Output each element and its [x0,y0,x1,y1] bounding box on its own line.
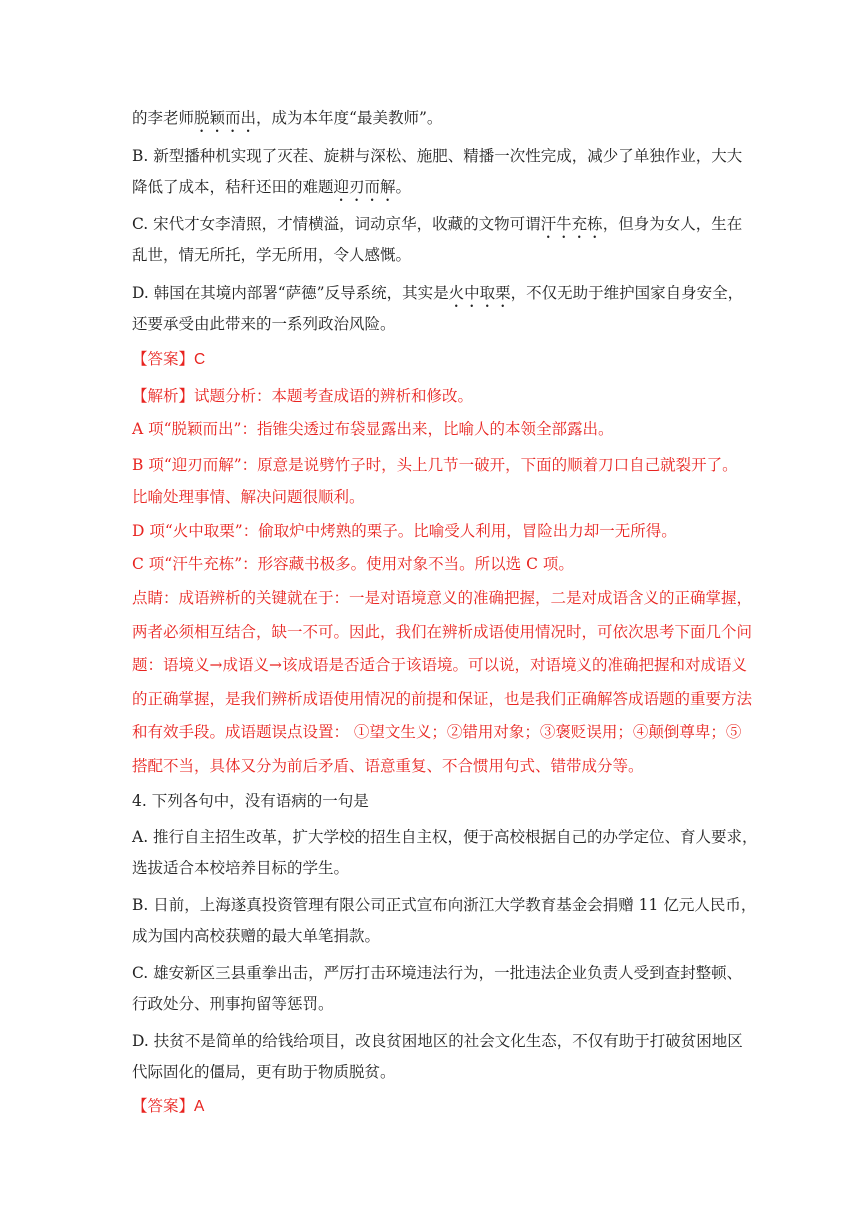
q4-option-c-line1: C. 雄安新区三县重拳出击，严厉打击环境违法行为，一批违法企业负责人受到查封整顿、 [132,964,743,982]
q3-option-c-line1 [132,214,742,242]
q3-analysis-line3: B 项“迎刃而解”：原意是说劈竹子时，头上几节一破开，下面的顺着刀口自己就裂开了。 [132,456,738,474]
q4-option-a-line2: 选拔适合本校培养目标的学生。 [132,859,350,877]
text-segment: 的李老师 [132,109,195,127]
q3-option-c-line2 [132,245,411,265]
q3-analysis-line4: 比喻处理事情、解决问题很顺利。 [132,488,365,506]
q4-option-b-line2: 成为国内高校获赠的最大单笔捐款。 [132,927,381,945]
q4-option-d-line2: 代际固化的僵局，更有助于物质脱贫。 [132,1063,396,1081]
answer-label: 【答案】 [132,1097,195,1115]
emphasized-idiom: 汗牛充栋 [540,215,603,233]
text-segment: 降低了成本，秸秆还田的难题 [132,178,334,196]
q4-option-b-line1: B. 日前，上海遂真投资管理有限公司正式宣布向浙江大学教育基金会捐赠 11 亿元人民币， [132,896,757,914]
q3-tip-line5: 和有效手段。成语题误点设置： ①望文生义；②错用对象；③褒贬误用；④颠倒尊卑；⑤ [132,723,742,741]
q3-analysis-line6: C 项“汗牛充栋”：形容藏书极多。使用对象不当。所以选 C 项。 [132,555,574,573]
answer-value: A [194,1098,205,1115]
q3-option-a-continuation [132,108,442,136]
text-segment: ，不仅无助于维护国家自身安全， [510,284,744,302]
text-segment: 还要承受由此带来的一系列政治风险。 [132,315,396,333]
q4-option-a-line1: A. 推行自主招生改革，扩大学校的招生自主权，便于高校根据自己的办学定位、育人要求， [132,828,758,846]
q3-option-d-line1 [132,283,743,311]
q4-stem: 4. 下列各句中，没有语病的一句是 [132,792,369,810]
q4-option-d-line1: D. 扶贫不是简单的给钱给项目，改良贫困地区的社会文化生态，不仅有助于打破贫困地区 [132,1032,743,1050]
q3-tip-line4: 的正确掌握，是我们辨析成语使用情况的前提和保证，也是我们正确解答成语题的重要方法 [132,690,753,708]
answer-label: 【答案】 [132,350,195,368]
text-segment: 。 [395,178,412,196]
text-segment: ，但身为女人，生在 [602,215,743,233]
q3-option-b-line2 [132,177,411,205]
emphasized-idiom: 脱颖而出 [194,109,257,127]
q3-option-b-line1 [132,146,742,166]
emphasized-idiom: 火中取栗 [448,284,511,302]
answer-value: C [194,351,206,368]
q4-option-c-line2: 行政处分、刑事拘留等惩罚。 [132,995,334,1013]
q3-tip-line3: 题：语境义→成语义→该成语是否适合于该语境。可以说，对语境义的准确把握和对成语义 [132,656,747,674]
q3-tip-line2: 两者必须相互结合，缺一不可。因此，我们在辨析成语使用情况时，可依次思考下面几个问 [132,623,753,641]
text-segment: B. 新型播种机实现了灭茬、旋耕与深松、施肥、精播一次性完成，减少了单独作业，大大 [132,147,743,165]
q3-analysis-line2: A 项“脱颖而出”：指锥尖透过布袋显露出来，比喻人的本领全部露出。 [132,420,614,438]
text-segment: D. 韩国在其境内部署“萨德”反导系统，其实是 [132,284,449,302]
q4-answer [132,1096,204,1117]
text-segment: 乱世，情无所托，学无所用，令人感慨。 [132,246,412,264]
q3-analysis-line5: D 项“火中取栗”：偷取炉中烤熟的栗子。比喻受人利用，冒险出力却一无所得。 [132,522,677,540]
text-segment: ，成为本年度“最美教师”。 [256,109,443,127]
text-segment: C. 宋代才女李清照，才情横溢，词动京华，收藏的文物可谓 [132,215,541,233]
q3-answer [132,349,205,370]
q3-tip-line6: 搭配不当，具体又分为前后矛盾、语意重复、不合惯用句式、错带成分等。 [132,757,644,775]
q3-option-d-line2 [132,314,396,334]
emphasized-idiom: 迎刃而解 [333,178,396,196]
q3-tip-line1: 点睛：成语辨析的关键就在于：一是对语境意义的准确把握，二是对成语含义的正确掌握， [132,589,753,607]
q3-analysis-line1: 【解析】试题分析：本题考查成语的辨析和修改。 [132,387,474,405]
